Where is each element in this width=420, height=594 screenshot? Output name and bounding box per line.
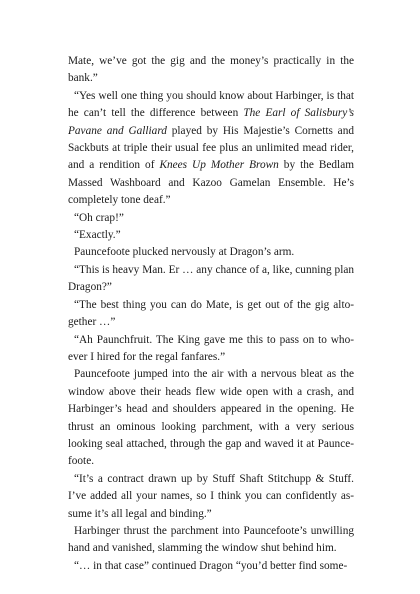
- paragraph: [68, 53, 354, 88]
- paragraph: [68, 210, 354, 227]
- text-run: “This is heavy Man. Er … any chance of a, like, cunning plan Dragon?”: [68, 263, 354, 294]
- text-run: “Exactly.”: [74, 229, 121, 242]
- text-run: “It’s a contract drawn up by Stuff Shaft Stitchupp & Stuff. I’ve added all your names, so I think you can confidently assume it’s all legal and binding.”: [68, 472, 354, 520]
- text-run: “Yes well one thing you should know about Harbinger, is that he can’t tell the difference between: [68, 89, 354, 120]
- italic-title: Knees Up Mother Brown: [159, 159, 279, 172]
- text-run: “The best thing you can do Mate, is get out of the gig altogether …”: [68, 298, 354, 329]
- text-run: Pauncefoote plucked nervously at Dragon’s arm.: [74, 246, 295, 259]
- text-run: Pauncefoote jumped into the air with a nervous bleat as the window above their heads flew wide open with a crash, and Harbinger’s head and shoulders appeared in the opening. He thrust an ominous looking parchment, with a very serious looking seal attached, through the gap and waved it at Pauncefoote.: [68, 368, 354, 468]
- text-run: Harbinger thrust the parchment into Pauncefoote’s unwilling hand and vanished, slamming the window shut behind him.: [68, 524, 354, 555]
- text-run: “Oh crap!”: [74, 211, 124, 224]
- paragraph: [68, 297, 354, 332]
- text-run: played by His Majestie’s Cornetts and Sackbuts at triple their usual fee plus an unlimited mead rider, and a rendition of: [68, 124, 354, 172]
- italic-title: The Earl of Salisbury’s Pavane and Galliard: [68, 107, 354, 137]
- text-run: “Ah Paunchfruit. The King gave me this to pass on to whoever I hired for the regal fanfares.”: [68, 333, 354, 363]
- paragraph: [68, 227, 354, 244]
- body-text: [68, 53, 354, 575]
- paragraph: [68, 471, 354, 523]
- paragraph: [68, 244, 354, 261]
- paragraph: [68, 523, 354, 558]
- text-run: Mate, we’ve got the gig and the money’s practically in the bank.”: [68, 55, 354, 85]
- paragraph: [68, 558, 354, 575]
- paragraph: [68, 332, 354, 367]
- text-run: “… in that case” continued Dragon “you’d better find some-: [74, 559, 348, 572]
- paragraph: [68, 366, 354, 470]
- paragraph: [68, 262, 354, 297]
- text-run: by the Bedlam Massed Washboard and Kazoo Gamelan Ensemble. He’s completely tone deaf.”: [68, 159, 354, 207]
- paragraph: [68, 88, 354, 210]
